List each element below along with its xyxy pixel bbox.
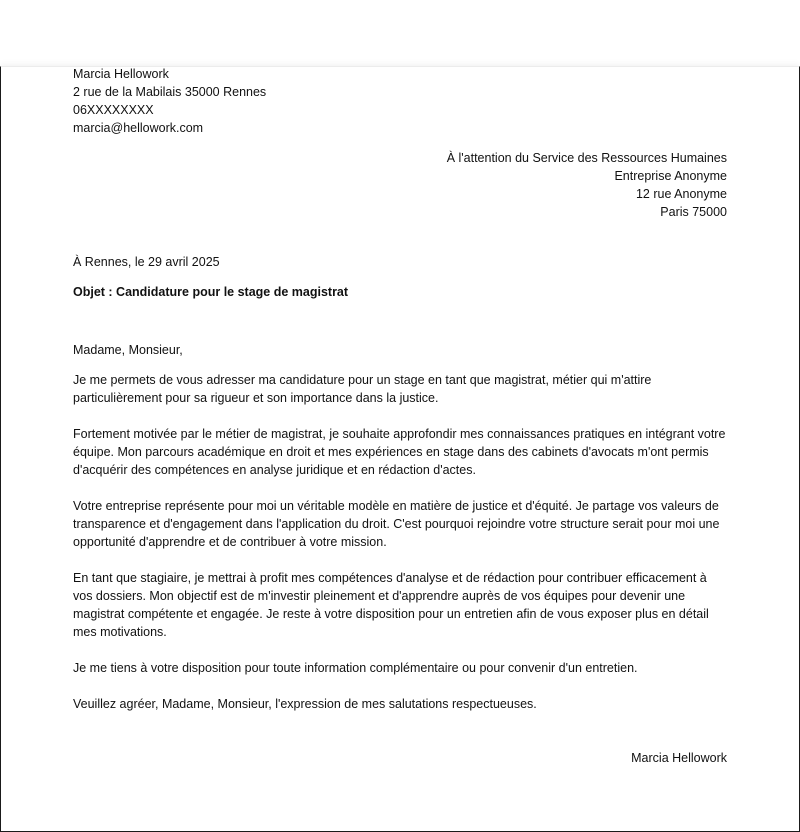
salutation: Madame, Monsieur, bbox=[73, 343, 183, 357]
body-paragraph: Fortement motivée par le métier de magistrat, je souhaite approfondir mes connaissances pratiques en intégrant votre équipe. Mon parcours académique en droit et mes expériences en stage dans des cabinets d'avocats m'ont permis d'acquérir des compétences en analyse juridique et en rédaction d'actes. bbox=[73, 427, 726, 477]
recipient-attention: À l'attention du Service des Ressources Humaines bbox=[446, 151, 727, 165]
closing-formula: Veuillez agréer, Madame, Monsieur, l'expression de mes salutations respectueuses. bbox=[73, 697, 537, 711]
body-paragraph: Je me permets de vous adresser ma candidature pour un stage en tant que magistrat, métier qui m'attire particulièrement pour sa rigueur et son importance dans la justice. bbox=[73, 373, 652, 405]
sender-email: marcia@hellowork.com bbox=[73, 121, 204, 135]
recipient-company: Entreprise Anonyme bbox=[614, 169, 727, 183]
recipient-street: 12 rue Anonyme bbox=[635, 187, 727, 201]
subject-line: Objet : Candidature pour le stage de magistrat bbox=[73, 285, 349, 299]
body-paragraph: Je me tiens à votre disposition pour toute information complémentaire ou pour convenir d'un entretien. bbox=[73, 661, 638, 675]
sender-phone: 06XXXXXXXX bbox=[73, 103, 154, 117]
sender-address: 2 rue de la Mabilais 35000 Rennes bbox=[73, 85, 267, 99]
top-blank-area bbox=[0, 0, 800, 66]
recipient-city: Paris 75000 bbox=[660, 205, 727, 219]
letter-body bbox=[73, 371, 729, 695]
body-paragraph: En tant que stagiaire, je mettrai à profit mes compétences d'analyse et de rédaction pour contribuer efficacement à vos dossiers. Mon objectif est de m'investir pleinement et d'apprendre auprès de vos équipes pour devenir une magistrat compétente et engagée. Je reste à votre disposition pour un entretien afin de vous exposer plus en détail mes motivations. bbox=[73, 571, 709, 639]
body-paragraph: Votre entreprise représente pour moi un véritable modèle en matière de justice et d'équité. Je partage vos valeurs de transparence et d'engagement dans l'application du droit. C'est pourquoi rejoindre votre structure serait pour moi une opportunité d'apprendre et de contribuer à votre mission. bbox=[73, 499, 720, 549]
recipient-block bbox=[447, 149, 727, 221]
sender-block bbox=[73, 65, 266, 137]
letter-page bbox=[0, 66, 800, 832]
signature: Marcia Hellowork bbox=[631, 751, 727, 765]
sender-name: Marcia Hellowork bbox=[73, 67, 169, 81]
date-line: À Rennes, le 29 avril 2025 bbox=[73, 255, 220, 269]
